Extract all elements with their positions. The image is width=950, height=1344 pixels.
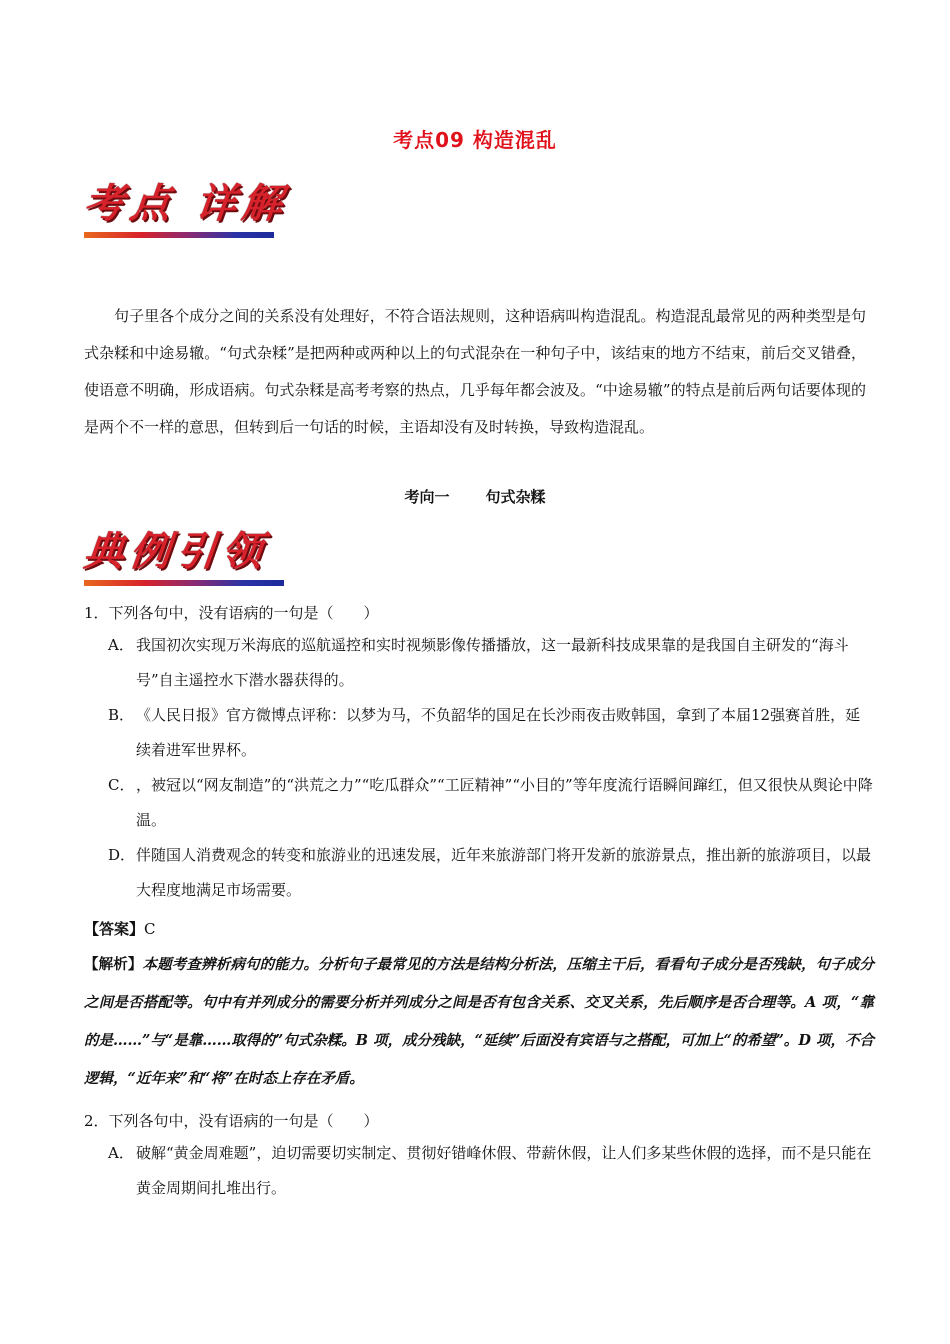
question-stem: 1．下列各句中，没有语病的一句是（ ） — [84, 604, 379, 622]
banner-example — [81, 528, 284, 586]
analysis-text: 本题考查辨析病句的能力。分析句子最常见的方法是结构分析法，压缩主干后，看看句子成分是否残缺，句子成分之间是否搭配等。句中有并列成分的需要分析并列成分之间是否有包含关系、交叉关系，先后顺序是否合理等。A 项，“靠的是……”与“是靠……取得的”句式杂糅。B 项，成分残缺，“延续”后面没有宾语与之搭配，可加上“的希望”。D 项，不合逻辑，“近年来”和“将”在时态上存在矛盾。 — [84, 956, 874, 1087]
answer-tag: 【答案】 — [84, 920, 145, 938]
question-1 — [84, 598, 874, 908]
question-stem: 2．下列各句中，没有语病的一句是（ ） — [84, 1112, 379, 1130]
answer-line — [84, 916, 156, 942]
subheading-label: 考向一 — [404, 488, 450, 506]
banner-detail — [81, 180, 291, 238]
page-title: 考点09 构造混乱 — [393, 128, 557, 152]
option-letter: B． — [108, 706, 135, 724]
answer-value: C — [144, 920, 156, 938]
option-letter: C． — [108, 776, 135, 794]
section-subheading — [0, 484, 950, 510]
intro-paragraph — [84, 298, 866, 446]
intro-text: 句子里各个成分之间的关系没有处理好，不符合语法规则，这种语病叫构造混乱。构造混乱最常见的两种类型是句式杂糅和中途易辙。“句式杂糅”是把两种或两种以上的句式混杂在一种句子中，该结束的地方不结束，前后交叉错叠，使语意不明确，形成语病。句式杂糅是高考考察的热点，几乎每年都会波及。“中途易辙”的特点是前后两句话要体现的是两个不一样的意思，但转到后一句话的时候，主语却没有及时转换，导致构造混乱。 — [84, 307, 866, 436]
option-d — [84, 838, 874, 908]
option-text: ，被冠以“网友制造”的“洪荒之力”“吃瓜群众”“工匠精神”“小目的”等年度流行语瞬间蹿红，但又很快从舆论中降温。 — [136, 776, 873, 829]
banner-example-text: 典例引领 — [81, 528, 271, 575]
option-text: 我国初次实现万米海底的巡航遥控和实时视频影像传播播放，这一最新科技成果靠的是我国自主研发的“海斗号”自主遥控水下潜水器获得的。 — [136, 636, 849, 689]
analysis-paragraph — [84, 946, 874, 1098]
option-text: 《人民日报》官方微博点评称：以梦为马，不负韶华的国足在长沙雨夜击败韩国，拿到了本届12强赛首胜，延续着进军世界杯。 — [136, 706, 861, 759]
option-letter: D． — [108, 846, 136, 864]
banner-detail-text: 考点 详解 — [81, 180, 291, 227]
option-b — [84, 698, 874, 768]
option-letter: A． — [108, 636, 134, 654]
option-a — [84, 628, 874, 698]
option-a — [84, 1136, 874, 1206]
option-c — [84, 768, 874, 838]
banner-detail-underline — [84, 232, 274, 238]
option-text: 伴随国人消费观念的转变和旅游业的迅速发展，近年来旅游部门将开发新的旅游景点，推出新的旅游项目，以最大程度地满足市场需要。 — [136, 846, 872, 899]
analysis-tag: 【解析】 — [84, 957, 143, 973]
banner-example-underline — [84, 580, 284, 586]
option-letter: A． — [108, 1144, 134, 1162]
question-2 — [84, 1106, 874, 1206]
option-text: 破解“黄金周难题”，迫切需要切实制定、贯彻好错峰休假、带薪休假，让人们多某些休假的选择，而不是只能在黄金周期间扎堆出行。 — [136, 1144, 872, 1197]
subheading-topic: 句式杂糅 — [485, 488, 546, 506]
